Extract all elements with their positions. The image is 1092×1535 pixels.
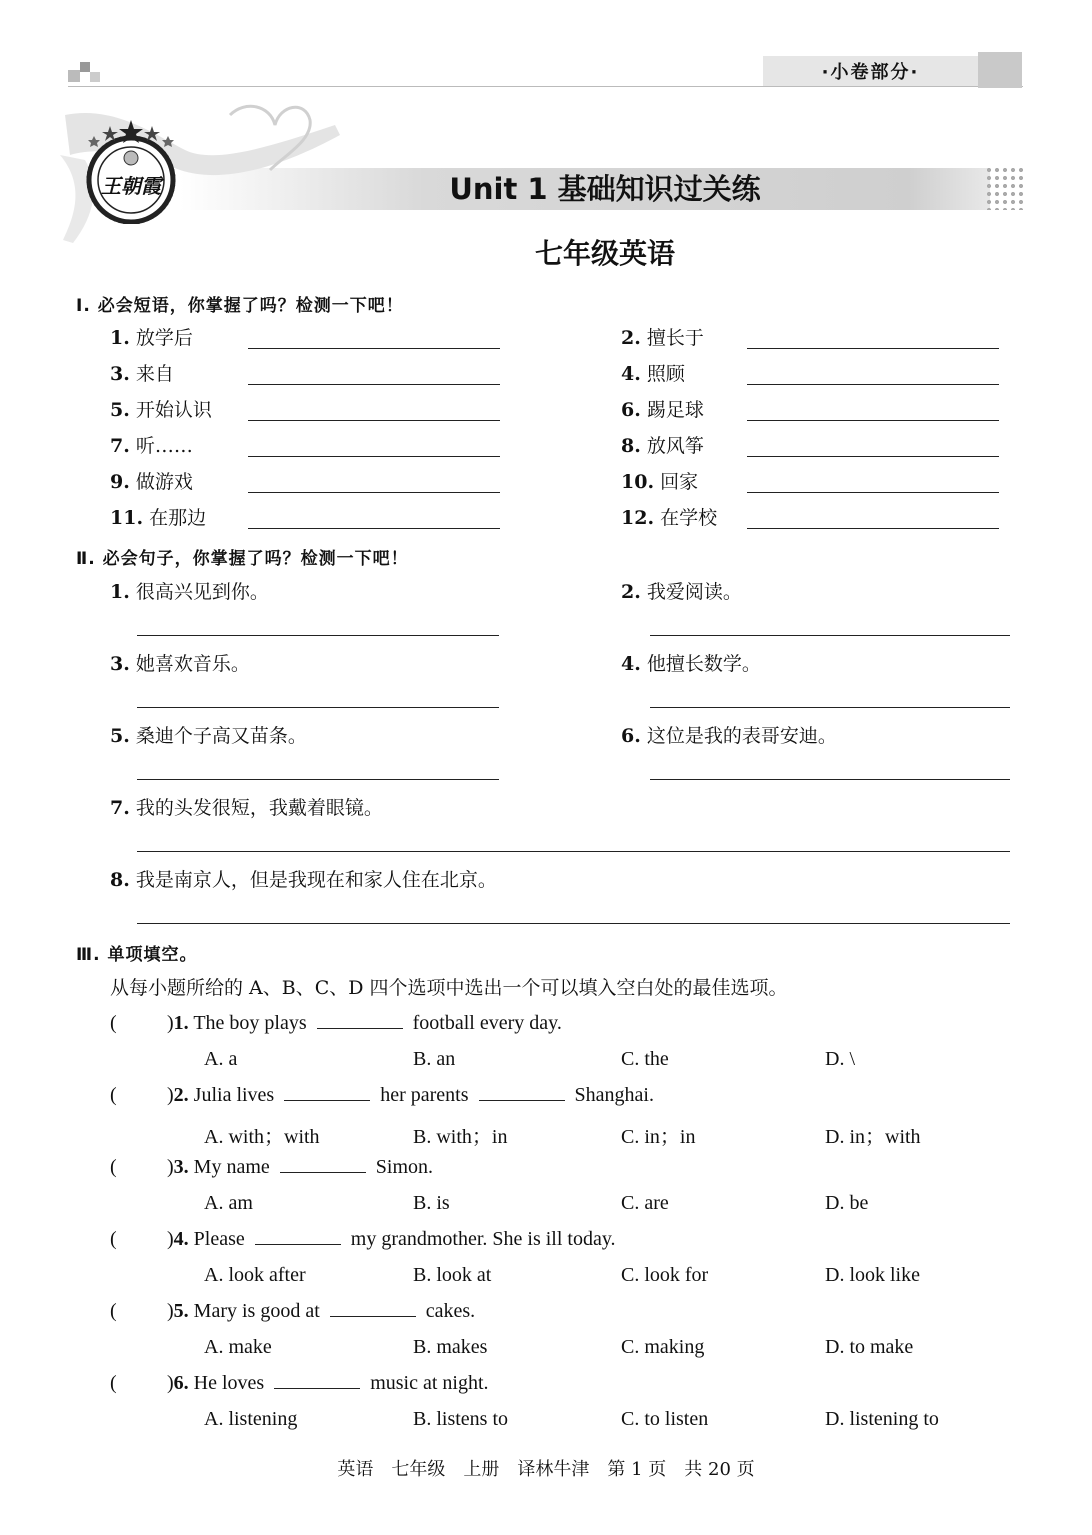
option-choice[interactable]: A. with；with [204, 1126, 320, 1148]
section2-heading: Ⅱ. 必会句子，你掌握了吗？检测一下吧！ [76, 549, 409, 569]
logo-seal [78, 118, 184, 224]
option-choice[interactable]: D. \ [825, 1048, 855, 1070]
item-number: 6. [621, 725, 641, 747]
phrase-item [621, 506, 717, 530]
stem-text: He loves [193, 1372, 265, 1394]
item-number: 10. [621, 471, 655, 493]
logo-text: 王朝霞 [101, 174, 161, 198]
phrase-item [621, 362, 685, 386]
item-number: 7. [110, 797, 130, 819]
item-text: 很高兴见到你。 [135, 581, 269, 603]
item-text: 我的头发很短，我戴着眼镜。 [135, 797, 383, 819]
question-stem [167, 1084, 654, 1107]
item-number: 3. [110, 653, 130, 675]
footer-text: 英语 七年级 上册 译林牛津 第 1 页 共 20 页 [337, 1459, 755, 1480]
item-number: 7. [110, 435, 130, 457]
stem-text: cakes. [425, 1300, 476, 1322]
item-text: 回家 [660, 471, 699, 493]
phrase-item [110, 434, 193, 458]
answer-line[interactable] [137, 851, 1010, 852]
item-number: 2. [621, 581, 641, 603]
answer-paren-open: ( [110, 1372, 117, 1394]
phrase-item [110, 362, 174, 386]
answer-paren-open: ( [110, 1084, 117, 1106]
option-choice[interactable]: C. to listen [621, 1408, 709, 1430]
question-number: 3. [173, 1156, 189, 1178]
item-text: 我是南京人，但是我现在和家人住在北京。 [135, 869, 497, 891]
option-choice[interactable]: C. are [621, 1192, 669, 1214]
item-text: 在那边 [149, 507, 207, 529]
answer-paren-open: ( [110, 1012, 117, 1034]
item-number: 5. [110, 399, 130, 421]
sentence-item [110, 796, 383, 820]
answer-blank[interactable] [248, 528, 500, 529]
header-tag-block [978, 52, 1022, 88]
item-text: 放风筝 [646, 435, 704, 457]
answer-blank[interactable] [747, 384, 999, 385]
fill-blank[interactable] [280, 1156, 366, 1173]
stem-text: The boy plays [193, 1012, 307, 1034]
phrase-item [110, 398, 212, 422]
sentence-item [621, 724, 837, 748]
answer-paren-close: ) [167, 1300, 174, 1322]
question-stem [167, 1012, 562, 1035]
option-choice[interactable]: D. listening to [825, 1408, 939, 1430]
item-number: 1. [110, 327, 130, 349]
corner-squares-decoration [68, 62, 108, 88]
sentence-item [110, 724, 307, 748]
option-choice[interactable]: C. in；in [621, 1126, 696, 1148]
page-subtitle: 七年级英语 [534, 237, 675, 270]
phrase-item [110, 470, 193, 494]
answer-blank[interactable] [248, 456, 500, 457]
answer-line[interactable] [137, 779, 499, 780]
answer-paren-open: ( [110, 1228, 117, 1250]
item-text: 这位是我的表哥安迪。 [646, 725, 837, 747]
option-choice[interactable]: C. the [621, 1048, 669, 1070]
stem-text: Julia lives [193, 1084, 275, 1106]
answer-blank[interactable] [248, 384, 500, 385]
option-choice[interactable]: B. with；in [413, 1126, 508, 1148]
phrase-item [621, 398, 704, 422]
fill-blank[interactable] [317, 1012, 403, 1029]
item-number: 8. [621, 435, 641, 457]
item-text: 照顾 [646, 363, 685, 385]
stem-text: football every day. [412, 1012, 562, 1034]
header-tag: ·小卷部分· [821, 62, 920, 83]
question-stem [167, 1300, 475, 1323]
sentence-item [110, 868, 497, 892]
item-number: 2. [621, 327, 641, 349]
item-text: 来自 [135, 363, 174, 385]
answer-blank[interactable] [248, 420, 500, 421]
item-text: 他擅长数学。 [646, 653, 761, 675]
question-number: 5. [173, 1300, 189, 1322]
sentence-item [110, 652, 250, 676]
stem-text: Simon. [375, 1156, 434, 1178]
answer-paren-open: ( [110, 1156, 117, 1178]
answer-paren-close: ) [167, 1156, 174, 1178]
answer-line[interactable] [137, 923, 1010, 924]
answer-blank[interactable] [248, 492, 500, 493]
question-stem [167, 1228, 616, 1251]
option-choice[interactable]: B. makes [413, 1336, 488, 1358]
stem-text: music at night. [370, 1372, 489, 1394]
answer-blank[interactable] [248, 348, 500, 349]
answer-paren-open: ( [110, 1300, 117, 1322]
item-number: 4. [621, 653, 641, 675]
item-number: 6. [621, 399, 641, 421]
item-text: 放学后 [135, 327, 193, 349]
phrase-item [110, 506, 206, 530]
option-choice[interactable]: B. look at [413, 1264, 492, 1286]
stem-text: Please [193, 1228, 245, 1250]
item-text: 做游戏 [135, 471, 193, 493]
item-text: 桑迪个子高又苗条。 [135, 725, 307, 747]
option-choice[interactable]: A. listening [204, 1408, 298, 1430]
answer-blank[interactable] [747, 492, 999, 493]
item-number: 5. [110, 725, 130, 747]
sentence-item [621, 580, 742, 604]
question-number: 1. [173, 1012, 189, 1034]
answer-line[interactable] [650, 635, 1010, 636]
option-choice[interactable]: A. look after [204, 1264, 306, 1286]
stem-text: My name [193, 1156, 270, 1178]
item-text: 在学校 [660, 507, 718, 529]
fill-blank[interactable] [255, 1228, 341, 1245]
answer-line[interactable] [137, 635, 499, 636]
option-choice[interactable]: D. look like [825, 1264, 920, 1286]
option-choice[interactable]: C. making [621, 1336, 705, 1358]
answer-paren-close: ) [167, 1012, 174, 1034]
item-text: 擅长于 [646, 327, 704, 349]
section1-heading: Ⅰ. 必会短语，你掌握了吗？检测一下吧！ [76, 296, 404, 316]
item-text: 踢足球 [646, 399, 704, 421]
answer-line[interactable] [650, 707, 1010, 708]
answer-blank[interactable] [747, 420, 999, 421]
question-stem [167, 1372, 489, 1395]
option-choice[interactable]: A. make [204, 1336, 272, 1358]
fill-blank[interactable] [274, 1372, 360, 1389]
question-stem [167, 1156, 433, 1179]
section3-instruction: 从每小题所给的 A、B、C、D 四个选项中选出一个可以填入空白处的最佳选项。 [110, 977, 788, 999]
sentence-item [110, 580, 269, 604]
phrase-item [621, 434, 704, 458]
sentence-item [621, 652, 761, 676]
question-number: 2. [173, 1084, 189, 1106]
phrase-item [621, 470, 698, 494]
question-number: 4. [173, 1228, 189, 1250]
option-choice[interactable]: A. a [204, 1048, 238, 1070]
item-number: 4. [621, 363, 641, 385]
option-choice[interactable]: A. am [204, 1192, 253, 1214]
section3-heading: Ⅲ. 单项填空。 [76, 945, 198, 965]
page-title: Unit 1 基础知识过关练 [449, 172, 761, 206]
answer-line[interactable] [650, 779, 1010, 780]
title-banner-dots [985, 166, 1025, 210]
item-number: 12. [621, 507, 655, 529]
item-number: 3. [110, 363, 130, 385]
answer-blank[interactable] [747, 348, 999, 349]
stem-text: Shanghai. [574, 1084, 654, 1106]
item-number: 11. [110, 507, 144, 529]
phrase-item [110, 326, 193, 350]
item-text: 我爱阅读。 [646, 581, 742, 603]
phrase-item [621, 326, 704, 350]
stem-text: Mary is good at [193, 1300, 320, 1322]
item-text: 听…… [135, 435, 193, 457]
option-choice[interactable]: B. listens to [413, 1408, 509, 1430]
question-number: 6. [173, 1372, 189, 1394]
answer-blank[interactable] [747, 528, 999, 529]
fill-blank[interactable] [330, 1300, 416, 1317]
option-choice[interactable]: D. in；with [825, 1126, 921, 1148]
item-text: 开始认识 [135, 399, 212, 421]
option-choice[interactable]: B. is [413, 1192, 450, 1214]
stem-text: her parents [380, 1084, 469, 1106]
header-rule [68, 86, 1023, 87]
fill-blank[interactable] [479, 1084, 565, 1101]
answer-blank[interactable] [747, 456, 999, 457]
option-choice[interactable]: D. to make [825, 1336, 914, 1358]
option-choice[interactable]: C. look for [621, 1264, 709, 1286]
item-text: 她喜欢音乐。 [135, 653, 250, 675]
stem-text: my grandmother. She is ill today. [350, 1228, 616, 1250]
fill-blank[interactable] [284, 1084, 370, 1101]
item-number: 9. [110, 471, 130, 493]
option-choice[interactable]: D. be [825, 1192, 869, 1214]
answer-paren-close: ) [167, 1228, 174, 1250]
answer-line[interactable] [137, 707, 499, 708]
item-number: 1. [110, 581, 130, 603]
answer-paren-close: ) [167, 1084, 174, 1106]
option-choice[interactable]: B. an [413, 1048, 456, 1070]
item-number: 8. [110, 869, 130, 891]
answer-paren-close: ) [167, 1372, 174, 1394]
